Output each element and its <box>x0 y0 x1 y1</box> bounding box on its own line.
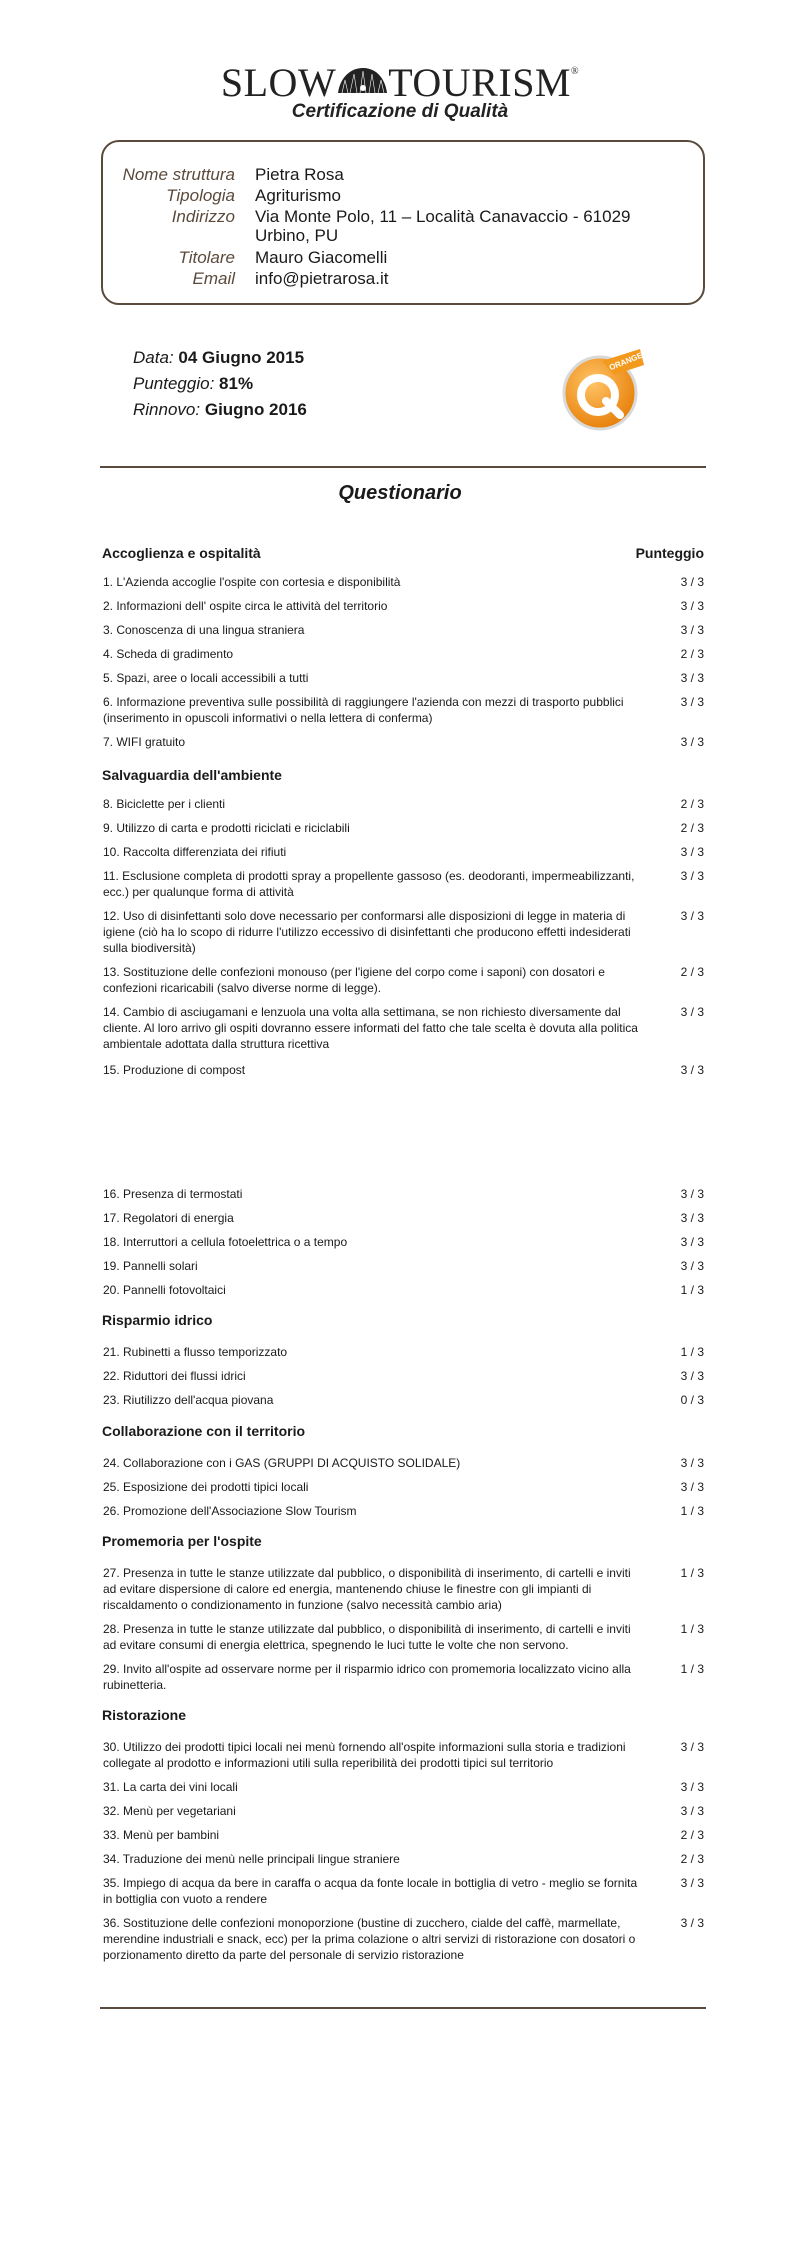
question-item: 1. L'Azienda accoglie l'ospite con cortesia e disponibilità <box>103 575 401 589</box>
question-item: 33. Menù per bambini <box>103 1828 220 1842</box>
question-item: 36. Sostituzione delle confezioni monoporzione (bustine di zucchero, cialde del caffè, marmellate, merendine industriali e snack, ecc) per la prima colazione o altri servizi di ristorazione con dosatori o porzionamento diretto da parte del personale di servizio ristorazione <box>103 1916 636 1962</box>
logo-wordmark <box>221 52 579 103</box>
question-score: 2 / 3 <box>680 1828 704 1842</box>
question-item: 35. Impiego di acqua da bere in caraffa o acqua da fonte locale in bottiglia di vetro - meglio se fornita in bottiglia con vuoto a rendere <box>103 1876 638 1906</box>
question-score: 3 / 3 <box>680 1005 704 1019</box>
section-title: Promemoria per l'ospite <box>102 1533 262 1549</box>
info-label: Email <box>192 269 235 288</box>
divider-top <box>100 466 706 468</box>
info-value: Agriturismo <box>255 186 341 205</box>
renewal-label: Rinnovo: <box>133 400 201 419</box>
renewal-value: Giugno 2016 <box>204 400 307 419</box>
question-score: 3 / 3 <box>680 623 704 637</box>
info-value: Pietra Rosa <box>255 165 344 184</box>
question-item: 22. Riduttori dei flussi idrici <box>103 1369 246 1383</box>
question-item: 25. Esposizione dei prodotti tipici locali <box>103 1480 309 1494</box>
question-item: 11. Esclusione completa di prodotti spray a propellente gassoso (es. deodoranti, impermeabilizzanti, ecc.) per qualunque forma di attività <box>103 869 635 899</box>
question-item: 2. Informazioni dell' ospite circa le attività del territorio <box>103 599 388 613</box>
question-item: 34. Traduzione dei menù nelle principali lingue straniere <box>103 1852 400 1866</box>
question-item: 7. WIFI gratuito <box>103 735 186 749</box>
question-item: 12. Uso di disinfettanti solo dove necessario per conformarsi alle disposizioni di legge in materia di igiene (ciò ha lo scopo di ridurre l'utilizzo eccessivo di disinfettanti che producono effetti indesiderati sulla biodiversità) <box>103 909 631 955</box>
info-value: Via Monte Polo, 11 – Località Canavaccio - 61029 Urbino, PU <box>255 207 631 245</box>
question-score: 3 / 3 <box>680 1235 704 1249</box>
certification-score <box>133 374 253 394</box>
date-value: 04 Giugno 2015 <box>178 348 305 367</box>
info-value: Mauro Giacomelli <box>255 248 388 267</box>
question-score: 3 / 3 <box>680 909 704 923</box>
question-item: 16. Presenza di termostati <box>103 1187 243 1201</box>
question-score: 2 / 3 <box>680 647 704 661</box>
facility-info-box <box>101 140 705 305</box>
date-label: Data: <box>133 348 174 367</box>
question-item: 32. Menù per vegetariani <box>103 1804 236 1818</box>
question-item: 24. Collaborazione con i GAS (GRUPPI DI ACQUISTO SOLIDALE) <box>103 1456 461 1470</box>
question-score: 3 / 3 <box>680 1211 704 1225</box>
question-item: 14. Cambio di asciugamani e lenzuola una volta alla settimana, se non richiesto diversamente dal cliente. Al loro arrivo gli ospiti dovranno essere informati del fatto che tale scelta è dovuta alla politica ambientale adottata dalla struttura ricettiva <box>103 1005 638 1051</box>
question-item: 4. Scheda di gradimento <box>103 647 234 661</box>
question-score: 3 / 3 <box>680 1780 704 1794</box>
question-item: 5. Spazi, aree o locali accessibili a tutti <box>103 671 309 685</box>
question-item: 18. Interruttori a cellula fotoelettrica o a tempo <box>103 1235 348 1249</box>
question-item: 29. Invito all'ospite ad osservare norme per il risparmio idrico con promemoria localizzato vicino alla rubinetteria. <box>103 1662 631 1692</box>
question-score: 3 / 3 <box>680 845 704 859</box>
question-score: 3 / 3 <box>680 671 704 685</box>
question-score: 3 / 3 <box>680 1369 704 1383</box>
score-label: Punteggio: <box>133 374 215 393</box>
badge-text: ORANGE <box>607 350 644 373</box>
section-title: Ristorazione <box>102 1707 187 1723</box>
question-score: 1 / 3 <box>680 1622 704 1636</box>
question-score: 3 / 3 <box>680 1063 704 1077</box>
question-item: 27. Presenza in tutte le stanze utilizzate dal pubblico, o disponibilità di inserimento, di cartelli e inviti ad evitare dispersione di calore ed energia, mantenendo chiuse le finestre con gli impianti di riscaldamento o condizionamento in funzione (salvo necessità cambio aria) <box>103 1566 631 1612</box>
question-item: 30. Utilizzo dei prodotti tipici locali nei menù fornendo all'ospite informazioni sulla storia e tradizioni collegate al prodotto e informazioni utili sulla reperibilità dei prodotti tipici sul territorio <box>103 1740 626 1770</box>
question-score: 3 / 3 <box>680 1804 704 1818</box>
hedgehog-icon <box>336 66 388 94</box>
question-score: 3 / 3 <box>680 1187 704 1201</box>
questionnaire-title: Questionario <box>338 482 462 504</box>
info-value: info@pietrarosa.it <box>255 269 389 288</box>
question-item: 19. Pannelli solari <box>103 1259 198 1273</box>
section-title: Risparmio idrico <box>102 1312 213 1328</box>
question-score: 3 / 3 <box>680 1259 704 1273</box>
question-score: 1 / 3 <box>680 1345 704 1359</box>
question-item: 13. Sostituzione delle confezioni monouso (per l'igiene del corpo come i saponi) con dosatori e confezioni ricaricabili (salvo diverse norme di legge). <box>103 965 605 995</box>
question-score: 3 / 3 <box>680 599 704 613</box>
question-item: 28. Presenza in tutte le stanze utilizzate dal pubblico, o disponibilità di inserimento, di cartelli e inviti ad evitare consumi di energia elettrica, spegnendo le luci tutte le volte che non servono. <box>103 1622 631 1652</box>
question-score: 1 / 3 <box>680 1662 704 1676</box>
question-score: 2 / 3 <box>680 821 704 835</box>
orange-badge-icon <box>558 345 646 433</box>
score-value: 81% <box>219 374 254 393</box>
info-label: Tipologia <box>166 186 235 205</box>
question-score: 2 / 3 <box>680 965 704 979</box>
question-score: 2 / 3 <box>680 1852 704 1866</box>
question-score: 3 / 3 <box>680 1876 704 1890</box>
question-item: 23. Riutilizzo dell'acqua piovana <box>103 1393 274 1407</box>
score-column-header: Punteggio <box>635 545 704 561</box>
question-score: 3 / 3 <box>680 1480 704 1494</box>
question-score: 3 / 3 <box>680 575 704 589</box>
question-item: 21. Rubinetti a flusso temporizzato <box>103 1345 288 1359</box>
question-item: 26. Promozione dell'Associazione Slow Tourism <box>103 1504 357 1518</box>
logo-text-tourism: TOURISM <box>388 60 571 105</box>
certification-renewal <box>133 400 307 420</box>
question-score: 3 / 3 <box>680 869 704 883</box>
slow-tourism-logo <box>0 52 800 123</box>
question-score: 3 / 3 <box>680 1740 704 1754</box>
question-score: 2 / 3 <box>680 797 704 811</box>
question-item: 8. Biciclette per i clienti <box>103 797 226 811</box>
question-score: 3 / 3 <box>680 1456 704 1470</box>
section-title: Accoglienza e ospitalità <box>102 545 261 561</box>
registered-mark: ® <box>571 66 580 77</box>
question-score: 0 / 3 <box>680 1393 704 1407</box>
question-item: 10. Raccolta differenziata dei rifiuti <box>103 845 287 859</box>
question-item: 6. Informazione preventiva sulle possibilità di raggiungere l'azienda con mezzi di trasporto pubblici (inserimento in opuscoli informativi o nella lettera di conferma) <box>103 695 624 725</box>
info-label: Titolare <box>178 248 235 267</box>
question-item: 15. Produzione di compost <box>103 1063 246 1077</box>
certification-subtitle: Certificazione di Qualità <box>291 101 509 122</box>
question-item: 17. Regolatori di energia <box>103 1211 234 1225</box>
section-title: Collaborazione con il territorio <box>102 1423 306 1439</box>
question-score: 3 / 3 <box>680 1916 704 1930</box>
question-score: 1 / 3 <box>680 1566 704 1580</box>
question-score: 1 / 3 <box>680 1283 704 1297</box>
question-score: 3 / 3 <box>680 735 704 749</box>
question-score: 3 / 3 <box>680 695 704 709</box>
question-item: 31. La carta dei vini locali <box>103 1780 238 1794</box>
question-item: 20. Pannelli fotovoltaici <box>103 1283 226 1297</box>
question-score: 1 / 3 <box>680 1504 704 1518</box>
section-title: Salvaguardia dell'ambiente <box>102 767 282 783</box>
question-item: 3. Conoscenza di una lingua straniera <box>103 623 305 637</box>
logo-text-slow: SLOW <box>220 60 337 105</box>
info-label: Nome struttura <box>122 165 235 184</box>
certification-date <box>133 348 304 368</box>
info-label: Indirizzo <box>171 207 235 226</box>
divider-bottom <box>100 2007 706 2009</box>
question-item: 9. Utilizzo di carta e prodotti riciclati e riciclabili <box>103 821 350 835</box>
